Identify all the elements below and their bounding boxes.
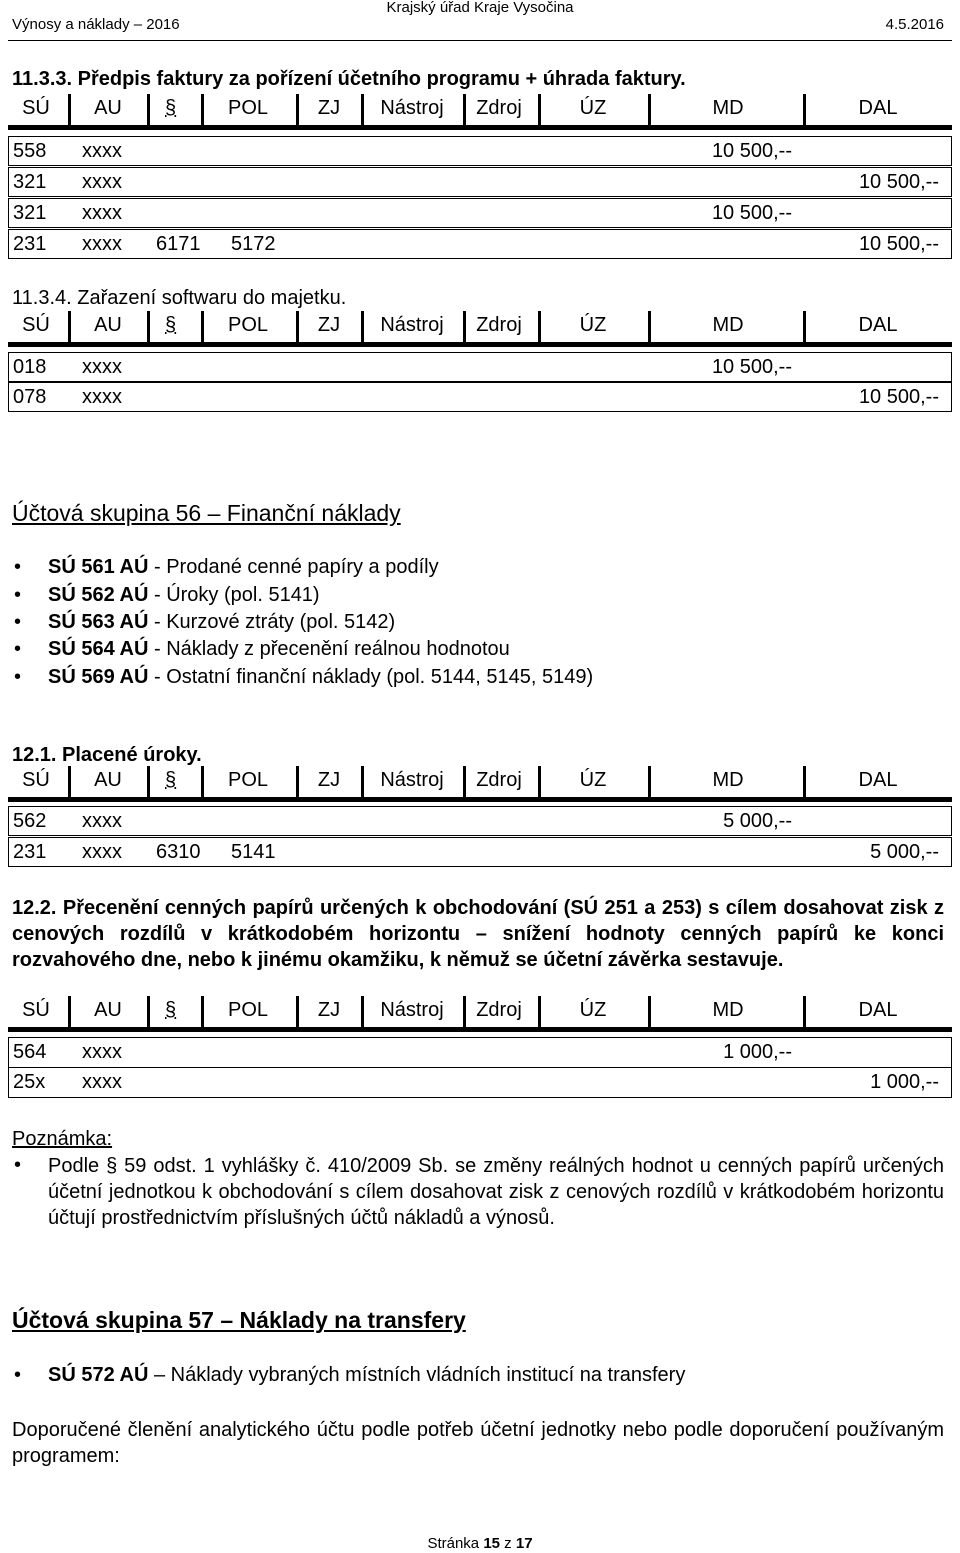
page-footer: Stránka 15 z 17 — [427, 1535, 533, 1552]
table-cell: 10 500,-- — [858, 386, 939, 408]
header-center: Krajský úřad Kraje Vysočina — [386, 0, 574, 16]
account-table-header — [8, 94, 952, 130]
table-cell: xxxx — [82, 1041, 122, 1063]
table-cell: xxxx — [82, 810, 122, 832]
section-title-11-3-4: 11.3.4. Zařazení softwaru do majetku. — [12, 287, 347, 309]
table-cell: AU — [94, 769, 122, 791]
note-text: Podle § 59 odst. 1 vyhlášky č. 410/2009 Sb. se změny reálných hodnot u cenných papírů určených účetní jednotkou k obchodování s cílem dosahovat zisk z cenových rozdílů v krátkodobém horizontu účtují prostřednictvím příslušných účtů nákladů a výnosů. — [48, 1155, 944, 1229]
paragraph-icon: § — [165, 999, 177, 1021]
table-cell: AU — [94, 999, 122, 1021]
table-cell: Nástroj — [380, 314, 444, 336]
table-cell: ÚZ — [579, 314, 607, 336]
table-cell: Zdroj — [476, 999, 522, 1021]
table-cell: xxxx — [82, 356, 122, 378]
table-cell: 25x — [13, 1071, 46, 1093]
table-cell: 078 — [13, 386, 47, 408]
account-table-header — [8, 766, 952, 802]
header-divider — [8, 40, 952, 41]
paragraph-icon: § — [165, 314, 177, 336]
table-cell: 321 — [13, 202, 47, 224]
table-cell: 1 000,-- — [870, 1071, 939, 1093]
table-cell: ZJ — [317, 769, 341, 791]
paragraph-icon: § — [165, 97, 177, 119]
table-cell: 564 — [13, 1041, 47, 1063]
table-cell: ÚZ — [579, 769, 607, 791]
table-row — [8, 352, 952, 382]
col-pol: POL — [227, 97, 269, 119]
col-zj: ZJ — [317, 97, 341, 119]
table-cell: POL — [227, 999, 269, 1021]
table-cell: POL — [227, 314, 269, 336]
table-cell: xxxx — [82, 841, 122, 863]
table-cell: 5141 — [231, 841, 276, 863]
table-cell: 5 000,-- — [723, 810, 792, 832]
col-uz: ÚZ — [579, 97, 607, 119]
table-cell: ÚZ — [579, 999, 607, 1021]
col-au: AU — [94, 97, 122, 119]
table-cell: DAL — [858, 999, 898, 1021]
table-row — [8, 1037, 952, 1068]
table-cell: MD — [712, 314, 744, 336]
table-cell: Zdroj — [476, 314, 522, 336]
table-cell: 5 000,-- — [870, 841, 939, 863]
table-cell: 6171 — [156, 233, 201, 255]
table-cell: ZJ — [317, 314, 341, 336]
table-cell: xxxx — [82, 233, 122, 255]
table-cell: 018 — [13, 356, 47, 378]
table-cell: 10 500,-- — [858, 171, 939, 193]
table-cell: xxxx — [82, 171, 122, 193]
section-title-11-3-3: 11.3.3. Předpis faktury za pořízení účetního programu + úhrada faktury. — [12, 68, 686, 90]
table-cell: 558 — [13, 140, 47, 162]
paragraph-icon: § — [165, 769, 177, 791]
col-dal: DAL — [858, 97, 898, 119]
table-cell: DAL — [858, 769, 898, 791]
recommendation-paragraph: Doporučené členění analytického účtu podle potřeb účetní jednotky nebo podle doporučení používaným programem: — [12, 1419, 944, 1467]
col-md: MD — [712, 97, 744, 119]
table-cell: 562 — [13, 810, 47, 832]
table-cell: 10 500,-- — [711, 202, 792, 224]
col-nastroj: Nástroj — [380, 97, 444, 119]
table-row — [8, 167, 952, 197]
table-cell: AU — [94, 314, 122, 336]
header-date: 4.5.2016 — [885, 16, 944, 33]
group-57-heading: Účtová skupina 57 – Náklady na transfery — [12, 1307, 466, 1333]
table-row — [8, 136, 952, 166]
table-cell: SÚ — [22, 769, 50, 791]
table-cell: xxxx — [82, 386, 122, 408]
table-cell: 231 — [13, 233, 47, 255]
table-cell: 10 500,-- — [858, 233, 939, 255]
table-cell: MD — [712, 769, 744, 791]
table-cell: 6310 — [156, 841, 201, 863]
table-cell: 321 — [13, 171, 47, 193]
col-zdroj: Zdroj — [476, 97, 522, 119]
table-cell: ZJ — [317, 999, 341, 1021]
table-cell: xxxx — [82, 140, 122, 162]
table-cell: SÚ — [22, 999, 50, 1021]
table-cell: Nástroj — [380, 769, 444, 791]
table-cell: xxxx — [82, 202, 122, 224]
section-title-12-1: 12.1. Placené úroky. — [12, 744, 202, 766]
group-56-heading: Účtová skupina 56 – Finanční náklady — [12, 500, 401, 526]
table-row — [8, 382, 952, 412]
table-row — [8, 1067, 952, 1098]
table-cell: 10 500,-- — [711, 140, 792, 162]
table-row — [8, 806, 952, 836]
note-label: Poznámka: — [12, 1128, 113, 1150]
table-cell: SÚ — [22, 314, 50, 336]
note-bullet: • — [14, 1154, 22, 1176]
header-left: Výnosy a náklady – 2016 — [12, 16, 180, 33]
account-table-header — [8, 996, 952, 1032]
table-cell: DAL — [858, 314, 898, 336]
table-cell: MD — [712, 999, 744, 1021]
table-cell: POL — [227, 769, 269, 791]
section-12-2-paragraph: 12.2. Přecenění cenných papírů určených k obchodování (SÚ 251 a 253) s cílem dosahovat zisk z cenových rozdílů v krátkodobém horizontu – snížení hodnoty cenných papírů ke konci rozvahového dne, nebo k jinému okamžiku, k němuž se účetní závěrka sestavuje. — [12, 897, 944, 971]
table-cell: Nástroj — [380, 999, 444, 1021]
table-row — [8, 837, 952, 867]
table-cell: 231 — [13, 841, 47, 863]
table-row — [8, 229, 952, 259]
table-cell: xxxx — [82, 1071, 122, 1093]
account-table-header — [8, 311, 952, 347]
table-cell: 10 500,-- — [711, 356, 792, 378]
col-su: SÚ — [22, 97, 50, 119]
table-cell: 1 000,-- — [723, 1041, 792, 1063]
table-cell: Zdroj — [476, 769, 522, 791]
table-row — [8, 198, 952, 228]
table-cell: 5172 — [231, 233, 276, 255]
